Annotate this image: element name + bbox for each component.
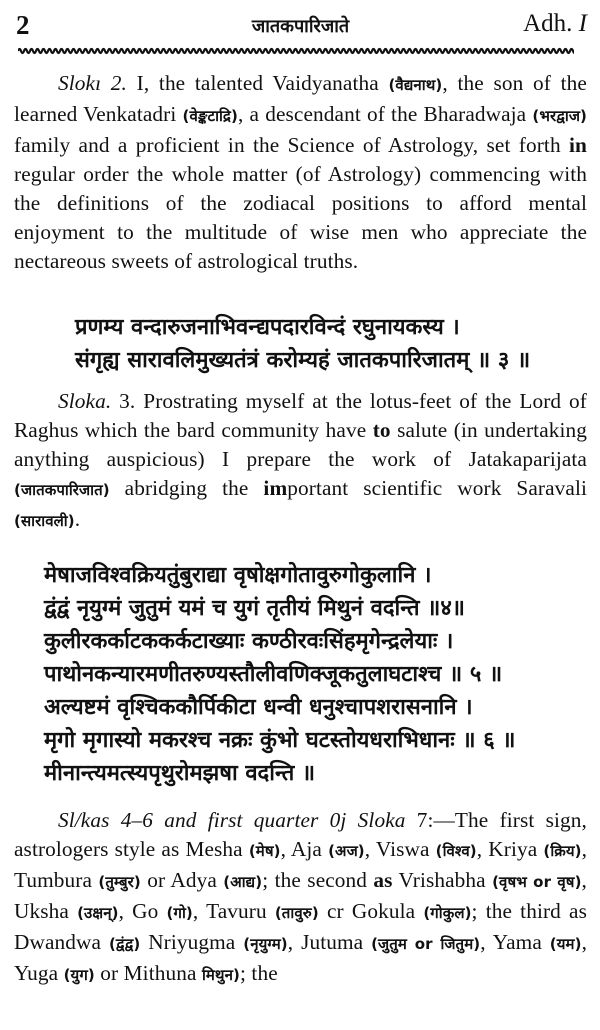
text: family and a proficient in the Science of Astrology, set forth [14,133,570,157]
text: , Viswa [364,837,436,861]
verse-line: कुलीरकर्काटककर्कटाख्याः कण्ठीरवःसिंहमृगेन्द्रलेयाः । [44,629,454,654]
text: . [74,507,81,531]
text: , Kriya [476,837,544,861]
devanagari-gloss: (यम) [549,935,582,953]
text: salute (in undertaking anything auspicious) I prepare the work of Jatakaparijata [14,418,588,471]
text: Vrishabha [392,868,493,892]
text: , Go [118,899,167,923]
text: or Mithuna [94,961,202,985]
text: , Yama [480,930,550,954]
verse-line: प्रणम्य वन्दारुजनाभिवन्द्यपदारविन्दं रघुनायकस्य । [75,315,460,340]
sloka-label: Slokı 2. [58,71,127,95]
text: Prostrating myself at the lotus-feet of the Lord of Raghus which the bard community have [14,389,587,442]
bold-word: as [373,868,393,892]
verse-line: संगृह्य सारावलिमुख्यतंत्रं करोम्यहं जातकपारिजातम् ॥ ३ ॥ [75,348,531,373]
commentary-body [14,808,587,985]
text: regular order the whole matter (of Astrology) commencing with the definitions of the zodiacal positions to afford mental enjoyment to the multitude of wise men who appreciate the nectareous sweets of astrological truths. [14,162,587,273]
text: , Jutuma [287,930,372,954]
sloka-number: 7:—The [405,808,489,832]
devanagari-gloss: (गो) [166,904,193,922]
text: , a descendant of the Bharadwaja [237,102,533,126]
text: or Adya [140,868,224,892]
devanagari-gloss: (भरद्वाज) [532,107,588,125]
devanagari-gloss: (जुतुम or जितुम) [371,935,481,953]
text: abridging the [109,476,264,500]
verse-line: मेषाजविश्वक्रियतुंबुराद्या वृषोक्षगोतावुरुगोकुलानि । [44,563,432,588]
devanagari-gloss: मिथुन) [201,966,240,984]
devanagari-gloss: (वैद्यनाथ) [388,76,443,94]
chapter-number: I [578,10,587,37]
bold-word: in [569,133,587,157]
devanagari-gloss: (क्रिय) [543,842,582,860]
devanagari-gloss: (नृयुग्म) [243,935,288,953]
text: ; the [239,961,278,985]
chapter-label [523,10,587,38]
text: , Tavuru [192,899,275,923]
page-number: 2 [16,10,30,40]
devanagari-gloss: (आद्य) [223,873,263,891]
devanagari-gloss: (सारावली) [14,512,75,530]
devanagari-gloss: (द्वंद्व) [108,935,141,953]
devanagari-gloss: (युग) [63,966,95,984]
devanagari-gloss: (गोकुल) [423,904,472,922]
page-header [14,8,587,40]
text: Nriyugma [140,930,244,954]
text: , Yuga [14,930,587,985]
verses-4-7-sanskrit [44,559,515,790]
slokas-4-7-translation [14,806,587,990]
sloka-label: Sloka. [58,389,112,413]
text: cr Gokula [318,899,424,923]
verse-line: द्वंद्वं नृयुग्मं जुतुमं यमं च युगं तृतीयं मिथुनं वदन्ति ॥४॥ [44,596,465,621]
devanagari-gloss: (तावुरु) [274,904,319,922]
sloka-2-translation [14,69,587,276]
chapter-prefix: Adh. [523,10,573,37]
verse-line: मृगो मृगास्यो मकरश्च नक्रः कुंभो घटस्तोयधराभिधानः ॥ ६ ॥ [44,728,516,753]
text: first sign, astrologers style as Mesha [14,808,587,861]
devanagari-gloss: (विश्व) [435,842,477,860]
verse-line: पाथोनकन्यारमणीतरुण्यस्तौलीवणिक्जूकतुलाघटाश्च ॥ ५ ॥ [44,662,503,687]
devanagari-gloss: (अज) [328,842,365,860]
text: portant scientific work Saravali [287,476,587,500]
devanagari-gloss: (जातकपारिजात) [14,481,110,499]
text: , Aja [280,837,329,861]
devanagari-gloss: (मेष) [248,842,281,860]
running-title: जातकपारिजाते [251,16,350,37]
text: , Uksha [14,868,587,923]
verse-3-sanskrit [75,311,530,377]
devanagari-gloss: (वेङ्कटाद्रि) [182,107,238,125]
text: ; the third as Dwandwa [14,899,587,954]
wavy-rule-divider [18,44,574,58]
text: I, the talented Vaidyanatha [136,71,389,95]
verse-line: मीनान्त्यमत्स्यपृथुरोमझषा वदन्ति ॥ [44,761,316,786]
devanagari-gloss: (उक्षन्) [77,904,119,922]
devanagari-gloss: (वृषभ or वृष) [492,873,582,891]
devanagari-gloss: (तुम्बुर) [98,873,141,891]
text: ; the second [262,868,374,892]
text: , the son of the learned Venkatadri [14,71,587,126]
text: , Tumbura [14,837,588,892]
sloka-number: 3. [119,389,136,413]
bold-word: im [263,476,288,500]
verse-line: अल्यष्टमं वृश्चिककौर्पिकीटा धन्वी धनुश्चापशरासनानि । [44,695,473,720]
sloka-3-translation [14,387,587,536]
bold-word: to [372,418,391,442]
sloka-label: Sl/kas 4–6 and first quarter 0j Sloka [58,808,406,832]
